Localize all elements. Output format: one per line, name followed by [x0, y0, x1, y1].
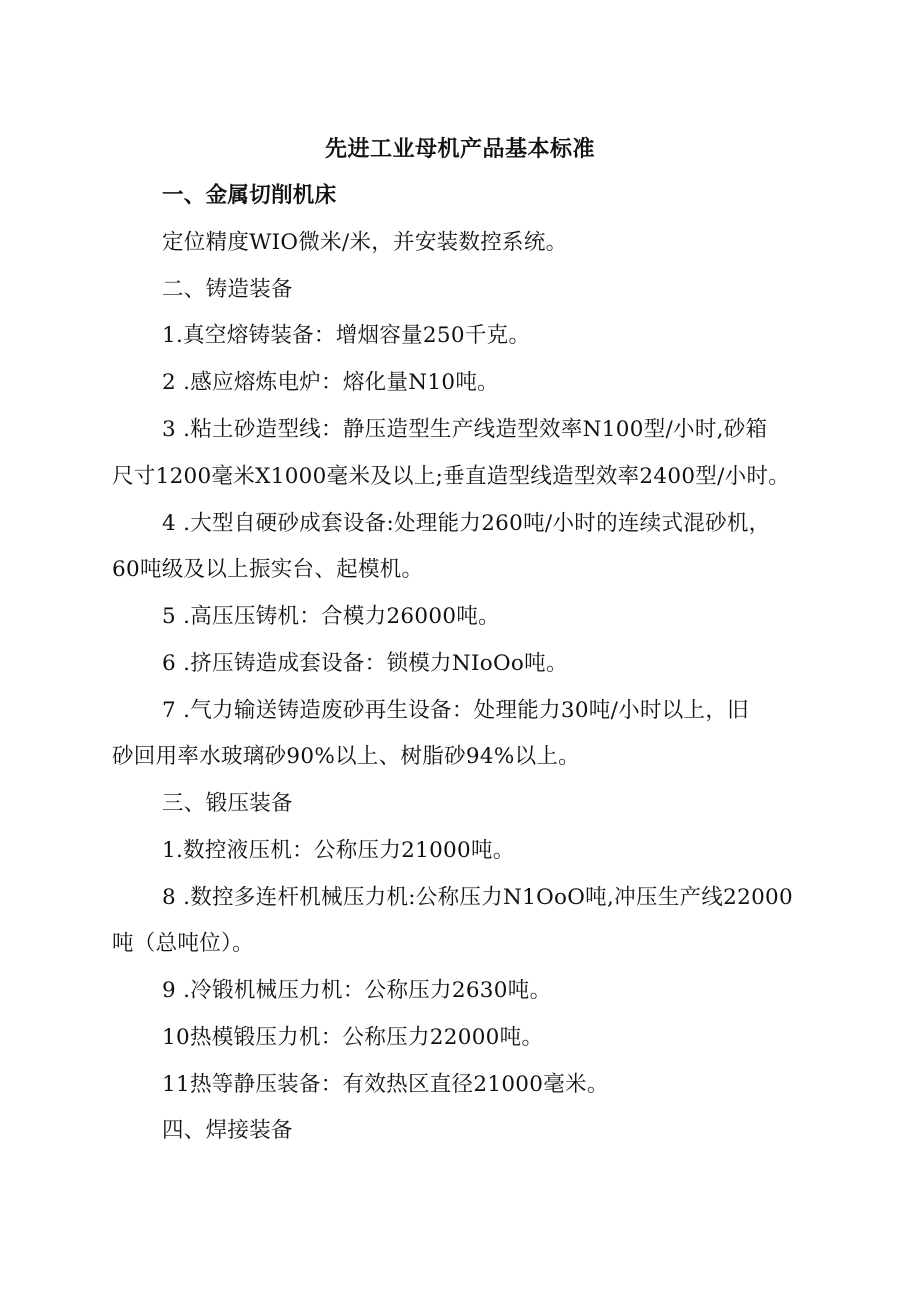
paragraph-line: 11热等静压装备：有效热区直径21000毫米。: [162, 1072, 609, 1097]
paragraph-line: 4 .大型自硬砂成套设备:处理能力260吨/小时的连续式混砂机，: [162, 511, 771, 536]
paragraph-line: 定位精度WIO微米/米，并安装数控系统。: [162, 230, 568, 255]
section-heading-forging: 三、锻压装备: [162, 791, 293, 816]
page-title: 先进工业母机产品基本标准: [324, 137, 595, 162]
paragraph-line: 1.真空熔铸装备：增烟容量250千克。: [162, 323, 531, 348]
paragraph-line: 尺寸1200毫米X1000毫米及以上;垂直造型线造型效率2400型/小时。: [112, 464, 791, 489]
paragraph-line: 1.数控液压机：公称压力21000吨。: [162, 838, 515, 863]
paragraph-line: 8 .数控多连杆机械压力机:公称压力N1OoO吨,冲压生产线22000: [162, 885, 794, 910]
section-heading-casting: 二、铸造装备: [162, 277, 293, 302]
paragraph-line: 60吨级及以上振实台、起模机。: [112, 557, 424, 582]
paragraph-line: 5 .高压压铸机：合模力26000吨。: [162, 604, 500, 629]
paragraph-line: 6 .挤压铸造成套设备：锁模力NIoOo吨。: [162, 651, 568, 676]
paragraph-line: 2 .感应熔炼电炉：熔化量N10吨。: [162, 370, 499, 395]
paragraph-line: 9 .冷锻机械压力机：公称压力2630吨。: [162, 978, 552, 1003]
paragraph-line: 10热模锻压力机：公称压力22000吨。: [162, 1025, 544, 1050]
paragraph-line: 砂回用率水玻璃砂90%以上、树脂砂94%以上。: [112, 744, 580, 769]
paragraph-line: 3 .粘土砂造型线：静压造型生产线造型效率N100型/小时,砂箱: [162, 417, 768, 442]
paragraph-line: 7 .气力输送铸造废砂再生设备：处理能力30吨/小时以上，旧: [162, 698, 749, 723]
section-heading-metal-cutting: 一、金属切削机床: [162, 183, 337, 208]
paragraph-line: 吨（总吨位）。: [112, 931, 254, 956]
section-heading-welding: 四、焊接装备: [162, 1118, 293, 1143]
